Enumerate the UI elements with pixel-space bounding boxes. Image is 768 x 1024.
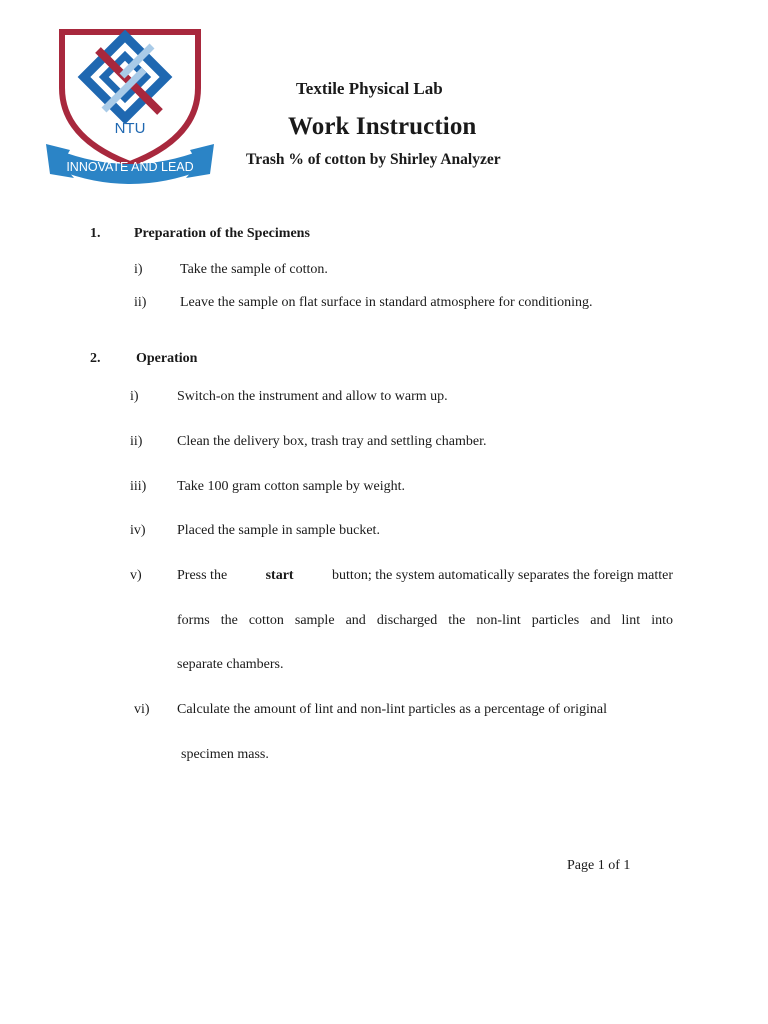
s2-item-5-line2: forms the cotton sample and discharged the non-lint particles and lint into — [177, 613, 673, 628]
section-2-number: 2. — [90, 351, 101, 366]
s2-item-3-text: Take 100 gram cotton sample by weight. — [177, 479, 406, 494]
page-subtitle: Trash % of cotton by Shirley Analyzer — [246, 151, 501, 168]
s2-item-6-num: vi) — [134, 702, 150, 717]
s2-item-5-line1: Press the start button; the system automatically separates the foreign matter — [177, 568, 673, 583]
s1-item-2-num: ii) — [134, 295, 147, 310]
s2-item-1-text: Switch-on the instrument and allow to warm up. — [177, 389, 448, 404]
s2-item-4-num: iv) — [130, 523, 146, 538]
s2-item-4-text: Placed the sample in sample bucket. — [177, 523, 380, 538]
page-title: Work Instruction — [288, 113, 477, 140]
s2-item-3-num: iii) — [130, 479, 147, 494]
ntu-logo — [44, 26, 216, 184]
page-number: Page 1 of 1 — [567, 858, 631, 873]
s2-item-5-num: v) — [130, 568, 142, 583]
logo-motto: INNOVATE AND LEAD — [66, 160, 194, 174]
s2-item-2-num: ii) — [130, 434, 143, 449]
s1-item-2-text: Leave the sample on flat surface in standard atmosphere for conditioning. — [180, 295, 593, 310]
section-2-title: Operation — [136, 351, 198, 366]
s2-item-6-line1: Calculate the amount of lint and non-lint particles as a percentage of original — [177, 702, 607, 717]
s2-item-6-line2: specimen mass. — [181, 747, 269, 762]
section-1-number: 1. — [90, 226, 101, 241]
s2-item-5-line3: separate chambers. — [177, 657, 284, 672]
section-1-title: Preparation of the Specimens — [134, 226, 310, 241]
start-keyword: start — [265, 568, 294, 583]
logo-text: NTU — [114, 120, 146, 137]
s1-item-1-text: Take the sample of cotton. — [180, 262, 328, 277]
s2-item-1-num: i) — [130, 389, 139, 404]
s1-item-1-num: i) — [134, 262, 143, 277]
s2-item-2-text: Clean the delivery box, trash tray and settling chamber. — [177, 434, 487, 449]
